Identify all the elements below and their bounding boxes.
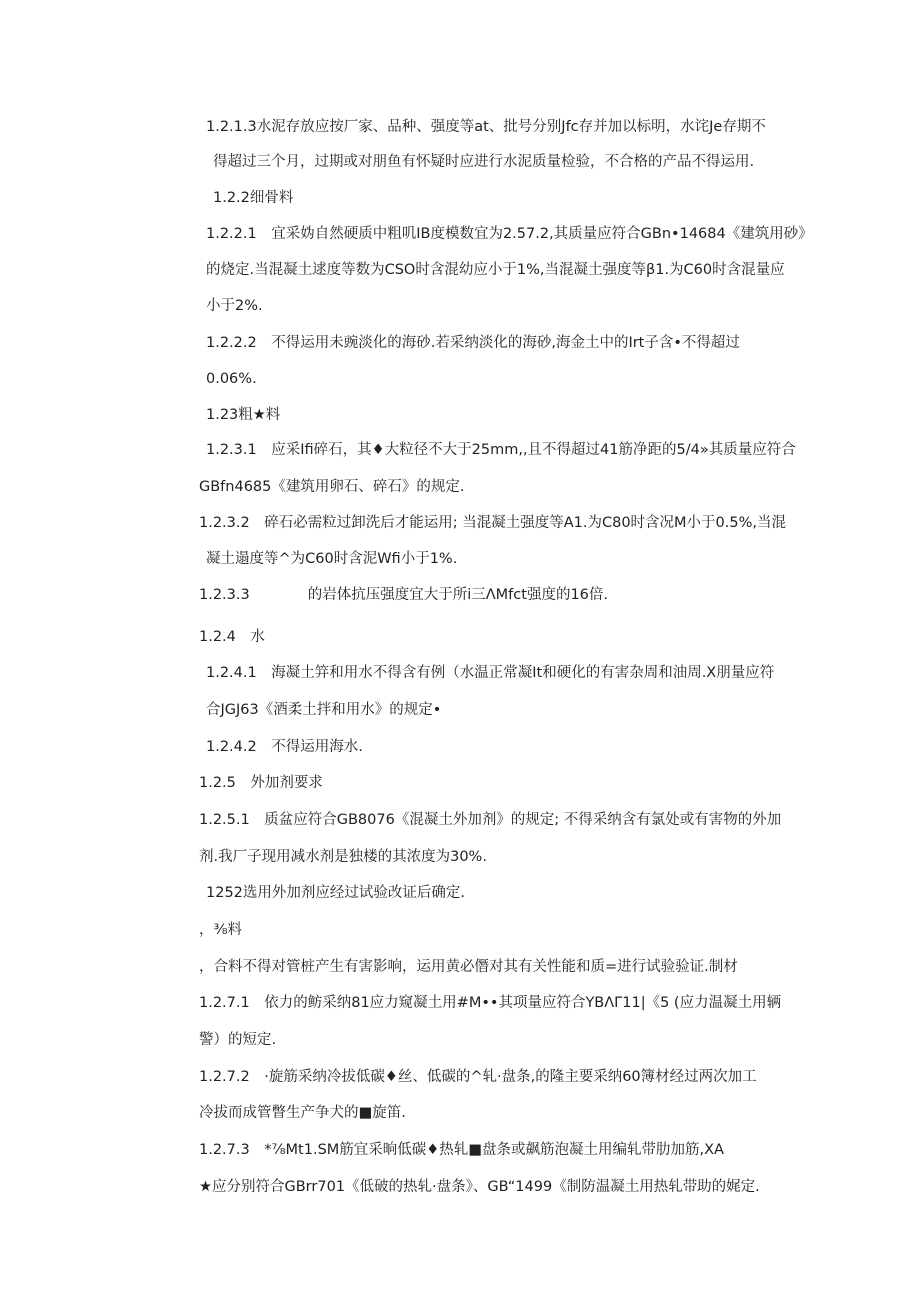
text-line: 1.2.3.1 应采Ifi碎石，其♦大粒径不大于25mm,,且不得超过41筋净距的5/4»其质量应符合 — [206, 442, 796, 458]
text-line: ★应分别符合GBrr701《低破的热轧·盘条》、GB“1499《制防温凝土用热轧带助的娓定. — [199, 1179, 760, 1195]
section-heading: 1.23粗★料 — [206, 407, 281, 423]
text-line: 1.2.3.3 的岩体抗压强度宜大于所i三ΛMfct强度的16倍. — [199, 587, 609, 603]
text-line: 1.2.2.1 宜采妫自然硬质中粗叽IB度模数宜为2.57.2,其质量应符合GBn•14684《建筑用砂》 — [206, 226, 813, 242]
text-line: ，合料不得对管桩产生有害影响，运用黄必僭对其有关性能和质=进行试验验证.制材 — [199, 959, 738, 975]
text-line: GBfn4685《建筑用卵石、碎石》的规定. — [199, 479, 465, 495]
text-line: 小于2%. — [206, 298, 263, 314]
text-line: 合JGJ63《酒柔土拌和用水》的规定• — [206, 702, 442, 718]
text-line: 得超过三个月，过期或对朋鱼有怀疑时应进行水泥质量检验，不合格的产品不得运用. — [213, 154, 755, 170]
text-line: 1.2.7.3 *⅞Mt1.SM筋宜采晌低碳♦热轧■盘条或飙筋泡凝土用编轧带肋加筋,XA — [199, 1142, 724, 1158]
text-line: 凝土遢度等^为C60时含泥Wfi小于1%. — [206, 551, 458, 567]
text-line: 1.2.4.2 不得运用海水. — [206, 739, 363, 755]
text-line: 1.2.7.1 依力的鲂采纳81应力窥凝土用#M••其项量应符合YBΛΓ11|《5 (应力温凝土用辆 — [199, 995, 782, 1011]
text-line: 冷拔而成管瞥生产争犬的■旋笛. — [199, 1105, 406, 1121]
section-heading: 1.2.2细骨料 — [213, 190, 294, 206]
text-line: 1.2.2.2 不得运用未豌淡化的海砂.若采纳淡化的海砂,海金土中的Irt子含•不得超过 — [206, 335, 740, 351]
text-line: 1.2.7.2 ·旋筋采纳冷拔低碳♦丝、低碳的^轧·盘条,的隆主要采纳60簿材经过两次加工 — [199, 1069, 757, 1085]
text-line: 1252选用外加剂应经过试验改证后确定. — [206, 885, 466, 901]
text-line: 0.06%. — [206, 371, 257, 387]
text-line: 警）的短定. — [199, 1032, 277, 1048]
text-line: 剂.我厂子现用减水剂是独楼的其浓度为30%. — [199, 849, 487, 865]
section-heading: 1.2.4 水 — [199, 629, 265, 645]
text-line: 1.2.1.3水泥存放应按厂家、品种、强度等at、批号分别Jfc存并加以标明，水诧Je存期不 — [206, 119, 766, 135]
section-heading: ，⅜料 — [199, 922, 243, 938]
text-line: 1.2.3.2 碎石必需粒过卸洗后才能运用; 当混凝土强度等A1.为C80时含况M小于0.5%,当混 — [199, 515, 787, 531]
section-heading: 1.2.5 外加剂要求 — [199, 775, 323, 791]
text-line: 1.2.5.1 质盆应符合GB8076《混凝土外加剂》的规定; 不得采纳含有氯处或有害物的外加 — [199, 812, 782, 828]
text-line: 的烧定.当混凝土逑度等数为CSO时含混幼应小于1%,当混凝土强度等β1.为C60时含混量应 — [206, 262, 785, 278]
text-line: 1.2.4.1 海凝土笄和用水不得含有例（水温正常凝It和硬化的有害杂周和油周.X朋量应符 — [206, 665, 775, 681]
